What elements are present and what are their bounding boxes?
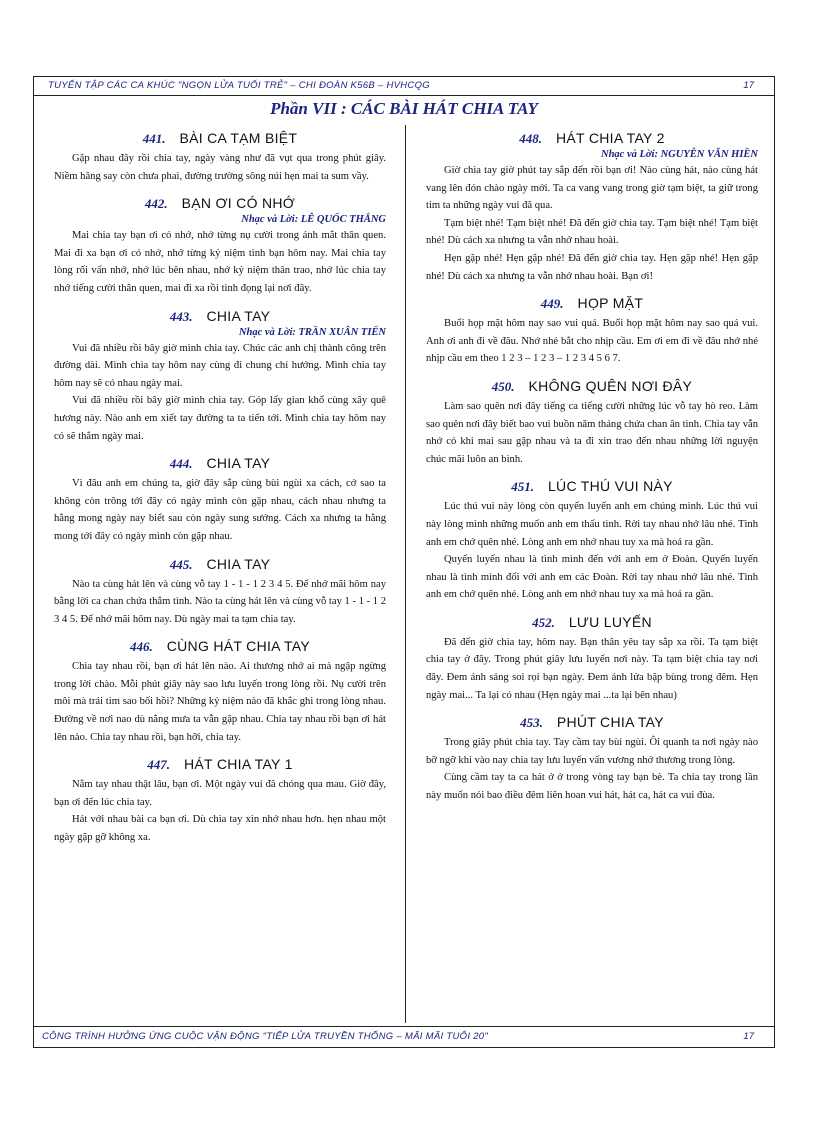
- song-lyrics: Mai chia tay bạn ơi có nhớ, nhớ từng nụ cười trong ánh mắt thân quen. Mai đi xa bạn ơi có nhớ, nhớ từng kỷ niệm tình bạn hôm nay. Mai chia tay lòng rối vấn nhớ, nhớ lúc bên nhau, nhớ kỷ niệm thân trao, nhớ lúc chia tay nhớ tiếng cười thân quen, mai đi xa rồi tình đọng lại nơi đây.: [54, 230, 386, 294]
- song-heading: [54, 555, 386, 574]
- song-entry: [426, 377, 758, 468]
- song-number: 446.: [129, 639, 153, 655]
- song-heading: [426, 129, 758, 148]
- song-entry: [426, 613, 758, 704]
- song-lyrics: Nào ta cùng hát lên và cùng vỗ tay 1 - 1 - 1 2 3 4 5. Để nhớ mãi hôm nay bằng lời ca chan chứa thắm tình. Nào ta cùng hát lên và cùng vỗ tay 1 - 1 - 1 2 3 4 5. Để nhớ mãi hôm nay. Dù ngày mai ta tạm chia tay.: [54, 578, 386, 625]
- song-number: 442.: [144, 196, 168, 212]
- song-entry: [54, 637, 386, 746]
- song-title: CHIA TAY: [206, 455, 271, 472]
- song-entry: [426, 294, 758, 368]
- column-divider: [405, 125, 406, 1023]
- footer-campaign-title: CÔNG TRÌNH HƯỞNG ỨNG CUỘC VẬN ĐỘNG "TIẾP LỬA TRUYỀN THỐNG – MÃI MÃI TUỔI 20": [42, 1031, 489, 1042]
- song-title: LÚC THÚ VUI NÀY: [547, 478, 673, 495]
- song-entry: [54, 454, 386, 545]
- song-lyrics: Hẹn gặp nhé! Hẹn gặp nhé! Đã đến giờ chia tay. Hẹn gặp nhé! Hẹn gặp nhé! Dù cách xa nhưng ta vẫn nhớ nhau hoài. Bạn ơi!: [426, 252, 758, 282]
- song-lyrics: Làm sao quên nơi đây tiếng ca tiếng cười những lúc vỗ tay hò reo. Làm sao quên nơi đây biết bao vui buồn năm tháng chứa chan ân tình. Chia tay vẫn nhớ có khi mai sau gặp nhau và ta đi xin trao đến nhau những lời nguyện chúc mãi luôn an bình.: [426, 400, 758, 465]
- song-number: 441.: [142, 131, 166, 146]
- song-entry: [54, 555, 386, 629]
- song-lyrics: Giờ chia tay giờ phút tay sắp đến rồi bạn ơi! Nào cùng hát, nào cùng hát vang lên đón chào ngày mới. Ta ca vang vang trong giờ tạm biệt, ta giữ trong tim ta những ngày vui đã qua.: [426, 165, 758, 212]
- song-author: Nhạc và Lời: LÊ QUỐC THẮNG: [241, 214, 386, 226]
- song-heading: [426, 294, 758, 313]
- song-title: BÀI CA TẠM BIỆT: [179, 130, 298, 146]
- song-author: Nhạc và Lời: TRẦN XUÂN TIẾN: [238, 326, 386, 338]
- song-heading: [54, 129, 386, 148]
- song-title: KHÔNG QUÊN NƠI ĐÂY: [528, 377, 693, 394]
- song-number: 447.: [147, 757, 170, 773]
- song-entry: [54, 194, 386, 297]
- song-lyrics: Chia tay nhau rồi, bạn ơi hát lên nào. Ai thương nhớ ai mà ngập ngừng trong lời chào. Mỗi phút giây này sao lưu luyến trong lòng rồi. Nụ cười trên môi mà trái tim sao bối hồi? Những kỷ niệm nào đã khắc ghi trong lòng nhau. Đường về nơi nao dù nắng mưa ta vẫn gặp nhau. Chia tay nhau rồi bạn ơi hát lên nào. Chia tay nhau rồi, bạn hỡi, chia tay.: [54, 661, 386, 743]
- song-heading: [426, 477, 758, 496]
- song-lyrics: Vui đã nhiều rồi bây giờ mình chia tay. Góp lấy gian khổ cùng xây quê hương này. Nào anh em xiết tay đường ta ta tiến tới. Mình chia tay hôm nay có sẽ thắm ngày mai.: [54, 395, 386, 442]
- song-number: 451.: [511, 479, 534, 495]
- song-entry: [54, 307, 386, 446]
- song-heading: [426, 713, 758, 732]
- song-title: HÁT CHIA TAY 2: [556, 130, 665, 146]
- song-number: 444.: [169, 456, 193, 472]
- song-title: CHIA TAY: [206, 555, 271, 572]
- song-heading: [54, 194, 386, 213]
- right-column: [426, 129, 758, 814]
- song-lyrics: Tạm biệt nhé! Tạm biệt nhé! Đã đến giờ chia tay. Tạm biệt nhé! Tạm biệt nhé! Dù cách xa nhưng ta vẫn nhớ nhau hoài.: [426, 217, 758, 247]
- song-heading: [54, 755, 386, 774]
- footer-page-number: 17: [743, 1031, 754, 1042]
- song-number: 453.: [520, 715, 543, 731]
- song-lyrics: Quyến luyến nhau là tình mình đến với anh em ở Đoàn. Quyến luyến nhau là tình mình đối với anh em các Đoàn. Rời tay nhau nhớ lâu nhé. Tình anh em chớ quên nhé. Lòng anh em nhớ nhau tuy xa mà hoá ra gần.: [426, 554, 758, 601]
- song-lyrics: Lúc thú vui này lòng còn quyến luyến anh em chúng mình. Lúc thú vui này lòng mình những muốn anh em thấu tình. Rời tay nhau nhớ lâu nhé. Tình anh em chớ quên nhé. Lòng anh em nhớ nhau tuy xa mà hoá ra gần.: [426, 501, 758, 548]
- song-title: HỌP MẶT: [577, 295, 644, 312]
- song-number: 449.: [540, 296, 564, 312]
- song-number: 448.: [519, 131, 542, 146]
- song-lyrics: Vì đâu anh em chúng ta, giờ đây sắp cùng bùi ngùi xa cách, cớ sao ta không còn trông tới đây có ngày mình còn gặp nhau, cách nhau nhưng ta hằng mong ngày nay biết sau còn ngày sung sướng. Cách xa nhưng ta hằng mong tới đây có ngày mình còn gặp nhau.: [54, 478, 386, 542]
- song-lyrics: Cùng cầm tay ta ca hát ở ở trong vòng tay bạn bè. Ta chia tay trong lần này muốn nói bao điều đêm liên hoan vui hát, hát ca, hát ca vui đùa.: [426, 772, 758, 802]
- left-column: [54, 129, 386, 856]
- song-entry: [426, 477, 758, 604]
- song-number: 443.: [169, 308, 193, 324]
- song-entry: [426, 713, 758, 804]
- song-title: LƯU LUYẾN: [568, 613, 652, 630]
- song-title: CÙNG HÁT CHIA TAY: [166, 638, 311, 655]
- header-collection-title: TUYỂN TẬP CÁC CA KHÚC "NGỌN LỬA TUỔI TRẺ" – CHI ĐOÀN K56B – HVHCQG: [48, 80, 430, 91]
- song-lyrics: Buổi họp mặt hôm nay sao vui quá. Buổi họp mặt hôm nay sao quá vui. Anh ơi anh đi về đâu. Nhớ nhé bắt cho nhịp cầu. Em ơi em đi về đâu nhớ nhé nhịp cầu em theo 1 2 3 – 1 2 3 – 1 2 3 4 5 6 7.: [426, 318, 758, 365]
- header-page-number: 17: [743, 80, 754, 91]
- song-lyrics: Nắm tay nhau thật lâu, bạn ơi. Một ngày vui đã chóng qua mau. Giờ đây, bạn ơi đến lúc chia tay.: [54, 779, 386, 808]
- song-number: 445.: [169, 556, 193, 572]
- song-lyrics: Đã đến giờ chia tay, hôm nay. Bạn thân yêu tay sắp xa rồi. Ta tạm biệt chia tay ở đây. Trong phút giây lưu luyến nơi này. Ta tạm biệt chia tay nơi đây. Đem ánh sáng soi rọi bạn ngày. Đem ánh lửa bập bùng trong đêm. Hẹn ngày mai... Ta lại có nhau (Hẹn ngày mai ...ta lại bên nhau): [426, 636, 758, 701]
- song-heading: [426, 377, 758, 396]
- song-lyrics: Vui đã nhiều rồi bây giờ mình chia tay. Chúc các anh chị thành công trên đường dài. Mình chia tay hôm nay cùng đi chung chí hướng. Mình chia tay hôm nay sẽ có nhau ngày mai.: [54, 342, 386, 389]
- song-lyrics: Gặp nhau đây rồi chia tay, ngày vàng như đã vụt qua trong phút giây. Niềm hăng say còn chưa phai, đường trường sông núi hẹn mai ta sum vầy.: [54, 153, 386, 182]
- section-title: Phần VII : CÁC BÀI HÁT CHIA TAY: [270, 99, 538, 118]
- song-author: Nhạc và Lời: NGUYỄN VĂN HIỀN: [600, 149, 758, 160]
- song-entry: [54, 129, 386, 185]
- running-footer: [34, 1026, 774, 1047]
- song-entry: [426, 129, 758, 285]
- song-title: CHIA TAY: [206, 307, 271, 324]
- running-header: [34, 77, 774, 96]
- song-lyrics: Trong giây phút chia tay. Tay cầm tay bùi ngùi. Ôi quanh ta nơi ngày nào bỡ ngỡ khi vào nay chia tay lưu luyến vấn vương nhớ thương trong lòng.: [426, 737, 758, 766]
- song-heading: [54, 637, 386, 656]
- song-number: 452.: [532, 614, 555, 630]
- song-heading: [54, 307, 386, 326]
- song-heading: [54, 454, 386, 473]
- song-number: 450.: [491, 378, 515, 394]
- song-title: HÁT CHIA TAY 1: [184, 756, 293, 773]
- page-frame: [33, 76, 775, 1048]
- song-title: PHÚT CHIA TAY: [556, 714, 664, 731]
- song-lyrics: Hát với nhau bài ca bạn ơi. Dù chia tay xin nhớ nhau hơn. hẹn nhau một ngày gặp gỡ không xa.: [54, 814, 386, 844]
- song-entry: [54, 755, 386, 846]
- song-heading: [426, 613, 758, 632]
- song-title: BẠN ƠI CÓ NHỚ: [181, 195, 296, 212]
